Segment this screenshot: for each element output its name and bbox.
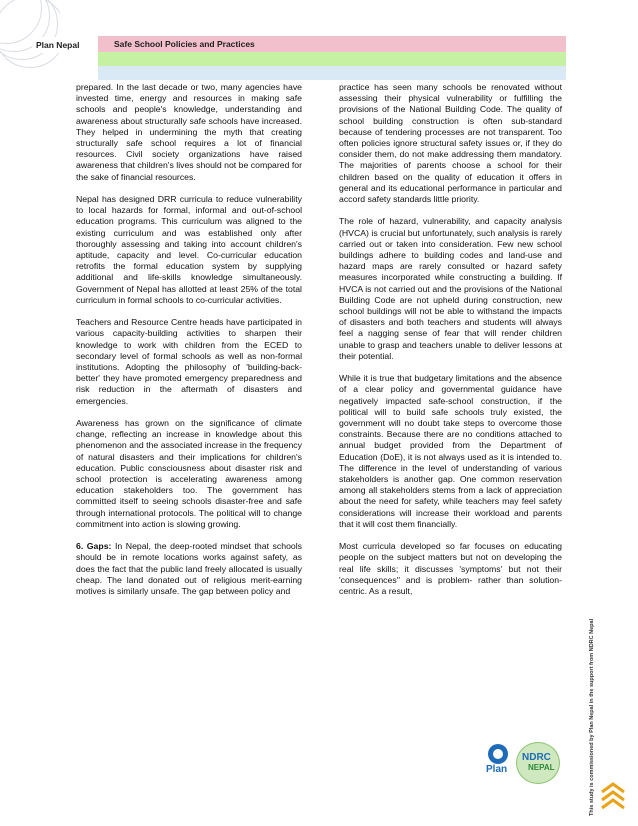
- plan-logo-icon: [488, 744, 508, 764]
- plan-logo-text: Plan: [486, 764, 508, 775]
- gaps-paragraph: [76, 541, 302, 597]
- document-title: Safe School Policies and Practices: [114, 39, 255, 49]
- paragraph: Awareness has grown on the significance of climate change, reflecting an increase in knowledge about this phenomenon and the associated increase in the frequency of natural disasters and their implications for children's education. Public consciousness about disaster risk and school protection is accelerating awareness among education stakeholders too. The government has committed itself to seeing schools disaster-free and safe through international protocols. The political will to change commitment into action is slowing growing.: [76, 418, 302, 529]
- gaps-heading: 6. Gaps:: [76, 541, 112, 552]
- org-name: Plan Nepal: [32, 37, 83, 53]
- gaps-text: In Nepal, the deep-rooted mindset that schools should be in remote locations works against safety, as does the fact that the public land freely allocated is usually cheap. The land donated out of religious merit-earning motives is similarly unsafe. The gap between policy and: [76, 541, 303, 597]
- ndrc-logo-subtext: NEPAL: [528, 763, 555, 772]
- ndrc-logo: [516, 742, 560, 784]
- header-band-green: [98, 52, 566, 66]
- side-note: This study is commissioned by Plan Nepal in the support from NDRC Nepal: [589, 618, 595, 816]
- right-column: [339, 82, 562, 608]
- header-decoration: [0, 0, 60, 70]
- header-band-blue: [98, 66, 566, 80]
- paragraph: practice has seen many schools be renovated without assessing their physical vulnerability or fulfilling the provisions of the National Building Code. The quality of school building construction is often sub-standard because of tendering processes are not transparent. Too often policies ignore structural safety issues or, if they do consider them, do not make addressing them mandatory. The majorities of parents choose a school for their children based on the quality of education it offers in general and its educational performance in particular and accord safety standards little priority.: [339, 82, 562, 205]
- chevron-decoration-icon: [598, 782, 628, 812]
- logo-group: [486, 742, 566, 786]
- paragraph: The role of hazard, vulnerability, and capacity analysis (HVCA) is crucial but unfortunately, such analysis is rarely carried out or taken into consideration. Few new school buildings adhere to building codes and land-use and hazard maps are rarely consulted or hazard safety measures incorporated while constructing a building. If HVCA is not carried out and the provisions of the National Building Code are not upheld during construction, new school buildings will not be able to withstand the impacts of disasters and both teachers and students will always feel a nagging sense of fear that will render children unable to grasp and teachers unable to deliver lessons at their potential.: [339, 216, 562, 361]
- paragraph: Most curricula developed so far focuses on educating people on the subject matters but not on developing the real life skills; it discusses 'symptoms' but not their 'consequences'' and is problem- rather than solution-centric. As a result,: [339, 541, 562, 597]
- paragraph: prepared. In the last decade or two, many agencies have invested time, energy and resources in making safe schools and people's knowledge, understanding and awareness about structurally safe schools have increased. They helped in undermining the myth that creating structurally safe school requires a lot of financial resources. Civil society organizations have raised awareness that children's lives should not be compared for the sake of financial resources.: [76, 82, 302, 182]
- paragraph: While it is true that budgetary limitations and the absence of a clear policy and governmental guidance have negatively impacted safe-school construction, if the political will to build safe schools truly existed, the government will no doubt take steps to overcome those constraints. Because there are no conditions attached to annual budget provided from the Department of Education (DoE), it is not always used as it is intended to. The difference in the level of understanding of various stakeholders is another gap. One common reservation among all stakeholders stems from a lack of appreciation about the need for safety, while teachers may feel safety considerations will increase their workload and parents that it will cost them financially.: [339, 373, 562, 529]
- left-column: [76, 82, 302, 608]
- paragraph: Nepal has designed DRR curricula to reduce vulnerability to local hazards for formal, informal and out-of-school education programs. This curriculum was aligned to the existing curriculum and was established only after thoroughly assessing and taking into account children's aptitude, capacity and level. Co-curricular education retrofits the formal education system by supplying additional and life-skills knowledge simultaneously. Government of Nepal has allotted at least 25% of the total curriculum in formal schools to co-curricular activities.: [76, 194, 302, 305]
- paragraph: Teachers and Resource Centre heads have participated in various capacity-building activities to sharpen their knowledge to work with children from the ECED to secondary level of formal schools as well as non-formal institutions. Adopting the philosophy of 'building-back-better' they have promoted emergency preparedness and risk reduction in the aftermath of disasters and emergencies.: [76, 317, 302, 406]
- ndrc-logo-text: NDRC: [522, 752, 551, 763]
